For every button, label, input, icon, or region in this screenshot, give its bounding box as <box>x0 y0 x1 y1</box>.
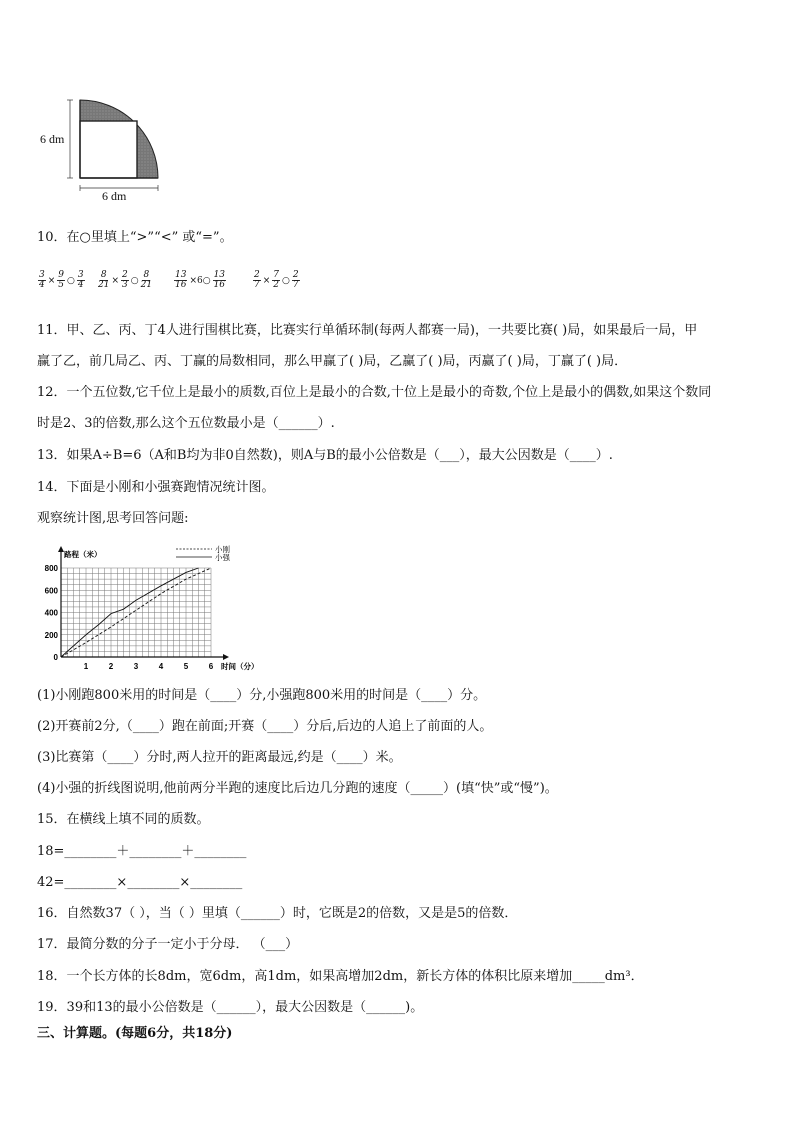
y-tick-label: 200 <box>44 630 58 640</box>
fraction: $\frac{2}{7}$ <box>254 270 260 290</box>
section-3-heading: 三、计算题。(每题6分，共18分) <box>37 1026 233 1041</box>
question-10: 10．在○里填上“>”“<” 或“=”。 <box>37 230 233 245</box>
legend-label: 小强 <box>215 553 230 562</box>
question-14: 14．下面是小刚和小强赛跑情况统计图。 <box>37 480 275 495</box>
compare-circle[interactable]: ○ <box>282 275 290 286</box>
comparison-1: $\frac{3}{4}$ × $\frac{9}{5}$ ○ $\frac{3}{4}$ <box>39 270 84 290</box>
fraction: $\frac{13}{16}$ <box>213 270 226 290</box>
legend-label: 小刚 <box>215 545 230 554</box>
question-14-subtitle: 观察统计图,思考回答问题: <box>37 511 189 526</box>
compare-circle[interactable]: ○ <box>67 275 75 286</box>
question-12-line-2: 时是2、3的倍数,那么这个五位数最小是（______）. <box>37 416 335 431</box>
race-chart-svg <box>36 540 276 672</box>
y-tick-label: 400 <box>44 608 58 618</box>
question-14-part-1: (1)小刚跑800米用的时间是（____）分,小强跑800米用的时间是（____）分。 <box>37 688 487 703</box>
inner-square <box>80 121 137 178</box>
comparison-3: $\frac{13}{16}$ ×6○ $\frac{13}{16}$ <box>175 270 226 290</box>
x-tick-label: 5 <box>183 662 189 671</box>
x-tick-label: 4 <box>158 662 164 671</box>
question-19: 19．39和13的最小公倍数是（______），最大公因数是（______)。 <box>37 1000 424 1015</box>
question-11-line-1: 11．甲、乙、丙、丁4人进行围棋比赛，比赛实行单循环制(每两人都赛一局)，一共要比赛( )局，如果最后一局，甲 <box>37 323 698 338</box>
question-14-part-2: (2)开赛前2分,（____）跑在前面;开赛（____）分后,后边的人追上了前面的人。 <box>37 719 493 734</box>
compare-circle[interactable]: ○ <box>130 275 139 286</box>
question-12-line-1: 12．一个五位数,它千位上是最小的质数,百位上是最小的合数,十位上是最小的奇数,个位上是最小的偶数,如果这个数同 <box>37 385 712 400</box>
fraction: $\frac{7}{2}$ <box>273 270 280 290</box>
fraction: $\frac{8}{21}$ <box>140 270 153 290</box>
question-15-equation-2: 42=________×________×________ <box>37 875 243 890</box>
x-axis-label: 时间（分） <box>221 662 259 671</box>
question-14-part-4: (4)小强的折线图说明,他前两分半跑的速度比后边几分跑的速度（_____）(填“快”或“慢”)。 <box>37 781 558 796</box>
x-tick-label: 1 <box>83 662 89 671</box>
fraction: $\frac{2}{7}$ <box>292 270 299 290</box>
left-dimension-label: 6 dm <box>40 132 65 146</box>
quarter-circle-figure <box>30 92 180 207</box>
bottom-dimension-label: 6 dm <box>102 189 127 203</box>
question-18: 18．一个长方体的长8dm，宽6dm，高1dm，如果高增加2dm，新长方体的体积比原来增加_____dm³． <box>37 969 644 984</box>
fraction: $\frac{2}{3}$ <box>122 270 128 290</box>
question-16: 16．自然数37（ ），当（ ）里填（______）时，它既是2的倍数，又是是5的倍数． <box>37 906 518 921</box>
fraction: $\frac{3}{4}$ <box>77 270 84 290</box>
question-15: 15．在横线上填不同的质数。 <box>37 812 210 827</box>
fraction: $\frac{9}{5}$ <box>58 270 65 290</box>
question-13: 13．如果A÷B=6（A和B均为非0自然数)，则A与B的最小公倍数是（___），最大公因数是（____）. <box>37 448 613 463</box>
x-tick-label: 6 <box>208 662 214 671</box>
y-tick-label: 600 <box>44 586 58 596</box>
y-tick-label: 800 <box>44 564 58 573</box>
fraction: $\frac{13}{16}$ <box>175 270 187 290</box>
y-tick-label: 0 <box>53 653 58 662</box>
comparison-4: $\frac{2}{7}$ × $\frac{7}{2}$ ○ $\frac{2}{7}$ <box>254 270 299 290</box>
question-11-line-2: 赢了乙，前几局乙、丙、丁赢的局数相同，那么甲赢了( )局，乙赢了( )局，丙赢了( )局，丁赢了( )局． <box>37 354 628 369</box>
x-axis-arrow <box>223 654 229 660</box>
question-17: 17．最简分数的分子一定小于分母． （___） <box>37 937 299 952</box>
question-15-equation-1: 18=________＋________＋________ <box>37 844 247 859</box>
race-chart <box>36 540 276 672</box>
fraction: $\frac{8}{21}$ <box>98 270 110 290</box>
fraction: $\frac{3}{4}$ <box>39 270 45 290</box>
x-tick-label: 2 <box>108 662 114 671</box>
comparison-2: $\frac{8}{21}$ × $\frac{2}{3}$ ○ $\frac{8}{21}$ <box>98 270 153 290</box>
question-14-part-3: (3)比赛第（____）分时,两人拉开的距离最远,约是（____）米。 <box>37 750 402 765</box>
x-tick-label: 3 <box>133 662 139 671</box>
y-axis-label: 路程（米） <box>64 550 102 559</box>
